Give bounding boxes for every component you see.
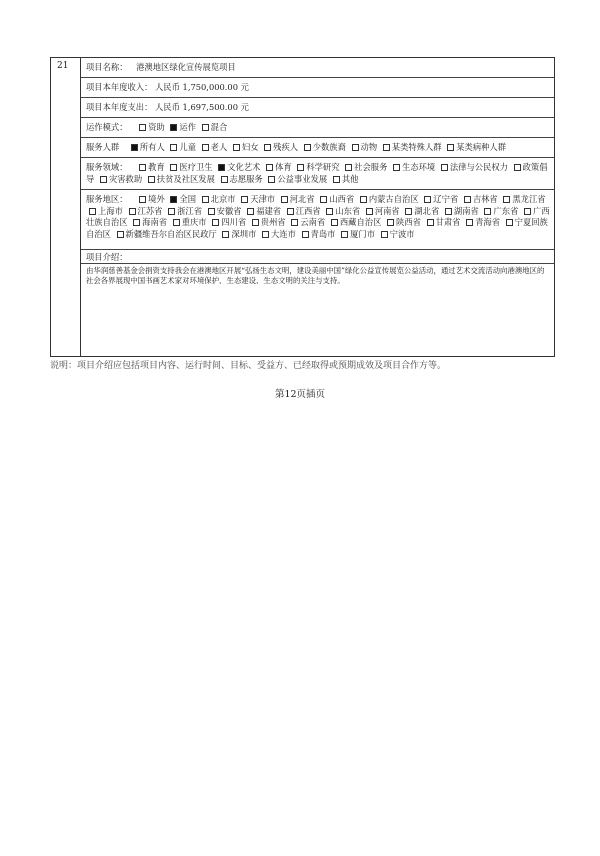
checkbox-empty-icon[interactable] [117,231,124,238]
region-option-label: 海南省 [142,217,168,227]
expense-label: 项目本年度支出： [86,102,153,112]
row-intro-label [81,250,554,264]
field-option-label: 生态环境 [402,162,436,172]
crowd-option[interactable] [301,142,346,152]
region-option-label: 天津市 [250,194,276,204]
checkbox-empty-icon[interactable] [345,164,352,171]
field-option[interactable] [265,174,327,184]
region-option[interactable] [424,217,461,227]
row-mode [81,118,554,138]
field-option[interactable] [167,162,212,172]
checkbox-empty-icon[interactable] [331,219,338,226]
mode-option-label: 资助 [148,122,165,132]
region-option[interactable] [384,217,421,227]
checkbox-empty-icon[interactable] [170,164,177,171]
region-option-label: 西藏自治区 [339,217,382,227]
checkbox-empty-icon[interactable] [297,164,304,171]
region-option[interactable] [219,229,256,239]
checkbox-empty-icon[interactable] [320,196,327,203]
field-option[interactable] [145,174,215,184]
row-project-name [81,58,554,78]
checkbox-empty-icon[interactable] [252,219,259,226]
checkbox-empty-icon[interactable] [222,231,229,238]
region-option-label: 辽宁省 [433,194,459,204]
checkbox-empty-icon[interactable] [233,144,240,151]
checkbox-empty-icon[interactable] [387,219,394,226]
mode-option[interactable] [199,122,228,132]
region-option-label: 广东省 [493,205,519,216]
crowd-option[interactable] [167,142,196,152]
crowd-option[interactable] [349,142,378,152]
region-option-label: 吉林省 [472,194,498,204]
crowd-option-label: 某类特殊人群 [391,142,442,152]
region-option[interactable] [299,229,336,239]
crowd-option[interactable] [128,142,165,152]
region-option[interactable] [378,229,415,239]
checkbox-empty-icon[interactable] [503,196,510,203]
region-option[interactable] [317,194,354,204]
region-option-label: 福建省 [256,205,282,216]
field-option-label: 其他 [341,173,359,184]
checkbox-empty-icon[interactable] [148,176,155,183]
region-option[interactable] [167,194,196,204]
checkbox-empty-icon[interactable] [302,231,309,238]
checkbox-empty-icon[interactable] [381,231,388,238]
crowd-option[interactable] [230,142,259,152]
region-option-label: 江西省 [295,205,321,216]
intro-text: 由华润慈善基金会捐资支持我会在港澳地区开展“弘扬生态文明，建设美丽中国”绿化公益宣传展览公益活动，通过艺术交流活动向港澳地区的社会各界展现中国书画艺术家对环境保护、生态建设、生态文明的关注与支持。 [86,266,545,285]
checkbox-empty-icon[interactable] [326,208,333,215]
region-option-label: 大连市 [271,228,296,239]
region-option-label: 全国 [179,194,196,204]
region-option-label: 新疆维吾尔自治区民政厅 [125,228,217,239]
checkbox-empty-icon[interactable] [221,176,228,183]
region-option[interactable] [249,217,286,227]
checkbox-empty-icon[interactable] [333,176,340,183]
checkbox-empty-icon[interactable] [202,196,209,203]
region-option[interactable] [126,206,163,216]
checkbox-empty-icon[interactable] [168,208,175,215]
field-option[interactable] [218,174,263,184]
region-option[interactable] [209,217,246,227]
row-income [81,78,554,98]
field-option-label: 扶贫及社区发展 [156,173,215,184]
checkbox-empty-icon[interactable] [304,144,311,151]
checkbox-empty-icon[interactable] [247,208,254,215]
region-option[interactable] [199,194,236,204]
region-option[interactable] [284,206,321,216]
field-option[interactable] [342,162,387,172]
region-option-label: 青海省 [475,217,501,227]
region-option[interactable] [363,206,400,216]
region-option-label: 陕西省 [396,217,421,227]
region-option-label: 上海市 [98,205,123,216]
crowd-option-label: 妇女 [241,142,259,152]
checkbox-checked-icon[interactable] [218,164,225,171]
checkbox-empty-icon[interactable] [139,164,146,171]
checkbox-empty-icon[interactable] [405,208,412,215]
checkbox-empty-icon[interactable] [506,219,513,226]
checkbox-empty-icon[interactable] [264,144,271,151]
region-option-label: 青岛市 [310,228,336,239]
checkbox-checked-icon[interactable] [170,124,177,131]
checkbox-empty-icon[interactable] [262,231,269,238]
region-option[interactable] [165,206,202,216]
crowd-option[interactable] [444,142,506,152]
mode-options [136,122,227,132]
region-option[interactable] [288,217,325,227]
income-value: 人民币 1,750,000.00 元 [155,82,249,92]
mode-option-label: 运作 [179,122,196,132]
region-option[interactable] [500,194,545,204]
region-option-label: 厦门市 [350,228,376,239]
region-option-label: 山东省 [335,205,361,216]
crowd-option[interactable] [199,142,228,152]
region-option-label: 浙江省 [177,205,202,216]
page-footer: 第12页插页 [274,389,326,400]
crowd-option-label: 老人 [210,142,228,152]
checkbox-empty-icon[interactable] [287,208,294,215]
region-option-label: 贵州省 [260,217,286,227]
region-option-label: 宁波市 [389,228,415,239]
intro-label: 项目介绍： [86,252,128,262]
crowd-option[interactable] [261,142,298,152]
region-option[interactable] [205,206,242,216]
checkbox-empty-icon[interactable] [129,208,136,215]
checkbox-empty-icon[interactable] [139,124,146,131]
checkbox-empty-icon[interactable] [424,196,431,203]
expense-value: 人民币 1,697,500.00 元 [155,102,249,112]
project-name-label: 项目名称： [86,62,128,72]
region-option-label: 云南省 [300,217,326,227]
field-option-label: 文化艺术 [227,162,261,172]
checkbox-empty-icon[interactable] [366,208,373,215]
checkbox-empty-icon[interactable] [466,219,473,226]
crowd-option-label: 残疾人 [273,142,299,152]
checkbox-empty-icon[interactable] [360,196,367,203]
region-option-label: 山西省 [329,194,355,204]
row-region [81,190,554,250]
checkbox-empty-icon[interactable] [202,144,209,151]
field-option[interactable] [215,162,260,172]
income-label: 项目本年度收入： [86,82,153,92]
field-option[interactable] [97,174,142,184]
region-option-label: 内蒙古自治区 [368,194,419,204]
checkbox-empty-icon[interactable] [341,231,348,238]
checkbox-empty-icon[interactable] [241,196,248,203]
checkbox-empty-icon[interactable] [212,219,219,226]
region-option[interactable] [86,206,123,216]
field-option-label: 社会服务 [354,162,388,172]
mode-option[interactable] [167,122,196,132]
checkbox-empty-icon[interactable] [445,208,452,215]
checkbox-empty-icon[interactable] [441,164,448,171]
crowd-option-label: 某类病种人群 [456,142,507,152]
field-option[interactable] [438,162,508,172]
checkbox-empty-icon[interactable] [202,124,209,131]
field-option-label: 教育 [148,162,165,172]
crowd-options [128,142,506,152]
region-option[interactable] [170,217,207,227]
checkbox-empty-icon[interactable] [514,164,521,171]
region-options [86,194,550,239]
region-option-label: 深圳市 [231,228,257,239]
region-option[interactable] [238,194,275,204]
checkbox-empty-icon[interactable] [484,208,491,215]
field-option-label: 法律与公民权力 [449,162,508,172]
crowd-option-label: 所有人 [139,142,165,152]
field-option[interactable] [330,174,359,184]
checkbox-empty-icon[interactable] [170,144,177,151]
region-option[interactable] [130,217,167,227]
checkbox-empty-icon[interactable] [291,219,298,226]
crowd-option[interactable] [380,142,442,152]
field-option-label: 公益事业发展 [277,173,328,184]
checkbox-empty-icon[interactable] [447,144,454,151]
region-option[interactable] [357,194,419,204]
checkbox-checked-icon[interactable] [170,196,177,203]
row-field [81,158,554,190]
region-option[interactable] [442,206,479,216]
region-option[interactable] [323,206,360,216]
region-option[interactable] [421,194,458,204]
mode-option-label: 混合 [210,122,228,132]
field-option-label: 医疗卫生 [179,162,213,172]
field-label: 服务领域： [86,162,128,172]
checkbox-empty-icon[interactable] [173,219,180,226]
field-option-label: 科学研究 [306,162,340,172]
checkbox-empty-icon[interactable] [268,176,275,183]
mode-label: 运作模式： [86,122,128,132]
region-option-label: 江苏省 [137,205,163,216]
crowd-label: 服务人群 [86,142,120,152]
field-option[interactable] [390,162,435,172]
row-expense [81,98,554,118]
region-option-label: 河南省 [374,205,400,216]
field-option-label: 灾害救助 [108,173,143,184]
field-option[interactable] [294,162,339,172]
region-option-label: 河北省 [289,194,315,204]
region-option[interactable] [136,194,165,204]
form-note: 说明：项目介绍应包括项目内容、运行时间、目标、受益方、已经取得或预期成效及项目合作方等。 [50,361,447,371]
crowd-option-label: 少数族裔 [312,142,346,152]
mode-option[interactable] [136,122,165,132]
region-label: 服务地区： [86,194,128,204]
region-option-label: 湖南省 [453,205,479,216]
region-option-label: 境外 [148,194,165,204]
field-option[interactable] [263,162,292,172]
region-option-label: 北京市 [210,194,236,204]
checkbox-empty-icon[interactable] [139,196,146,203]
field-options [86,162,548,184]
region-option[interactable] [461,194,498,204]
region-option[interactable] [463,217,500,227]
checkbox-empty-icon[interactable] [100,176,107,183]
checkbox-empty-icon[interactable] [464,196,471,203]
region-option-label: 重庆市 [181,217,207,227]
checkbox-empty-icon[interactable] [427,219,434,226]
checkbox-checked-icon[interactable] [131,144,138,151]
field-option-label: 政策倡导 [86,162,548,184]
checkbox-empty-icon[interactable] [266,164,273,171]
crowd-option-label: 动物 [360,142,378,152]
checkbox-empty-icon[interactable] [524,208,531,215]
region-option-label: 甘肃省 [435,217,461,227]
crowd-option-label: 儿童 [179,142,196,152]
checkbox-empty-icon[interactable] [281,196,288,203]
checkbox-empty-icon[interactable] [208,208,215,215]
region-option-label: 广西壮族自治区 [86,205,550,227]
region-option-label: 黑龙江省 [512,194,546,204]
checkbox-empty-icon[interactable] [383,144,390,151]
region-option[interactable] [278,194,315,204]
form-rows [81,58,554,356]
field-option-label: 体育 [275,162,292,172]
region-option[interactable] [481,206,518,216]
region-option-label: 宁夏回族自治区 [86,217,548,239]
checkbox-empty-icon[interactable] [393,164,400,171]
region-option-label: 湖北省 [414,205,440,216]
checkbox-empty-icon[interactable] [133,219,140,226]
region-option[interactable] [244,206,281,216]
checkbox-empty-icon[interactable] [89,208,96,215]
region-option-label: 安徽省 [216,205,242,216]
region-option-label: 四川省 [221,217,247,227]
project-form [50,57,555,357]
checkbox-empty-icon[interactable] [352,144,359,151]
field-option[interactable] [136,162,165,172]
region-option[interactable] [338,229,375,239]
region-option[interactable] [259,229,296,239]
field-option-label: 志愿服务 [229,173,263,184]
region-option[interactable] [328,217,382,227]
entry-number: 21 [51,58,81,356]
region-option[interactable] [114,229,217,239]
row-crowd [81,138,554,158]
project-name-value: 港澳地区绿化宣传展览项目 [136,62,236,72]
row-intro-text [81,264,554,286]
region-option[interactable] [402,206,439,216]
